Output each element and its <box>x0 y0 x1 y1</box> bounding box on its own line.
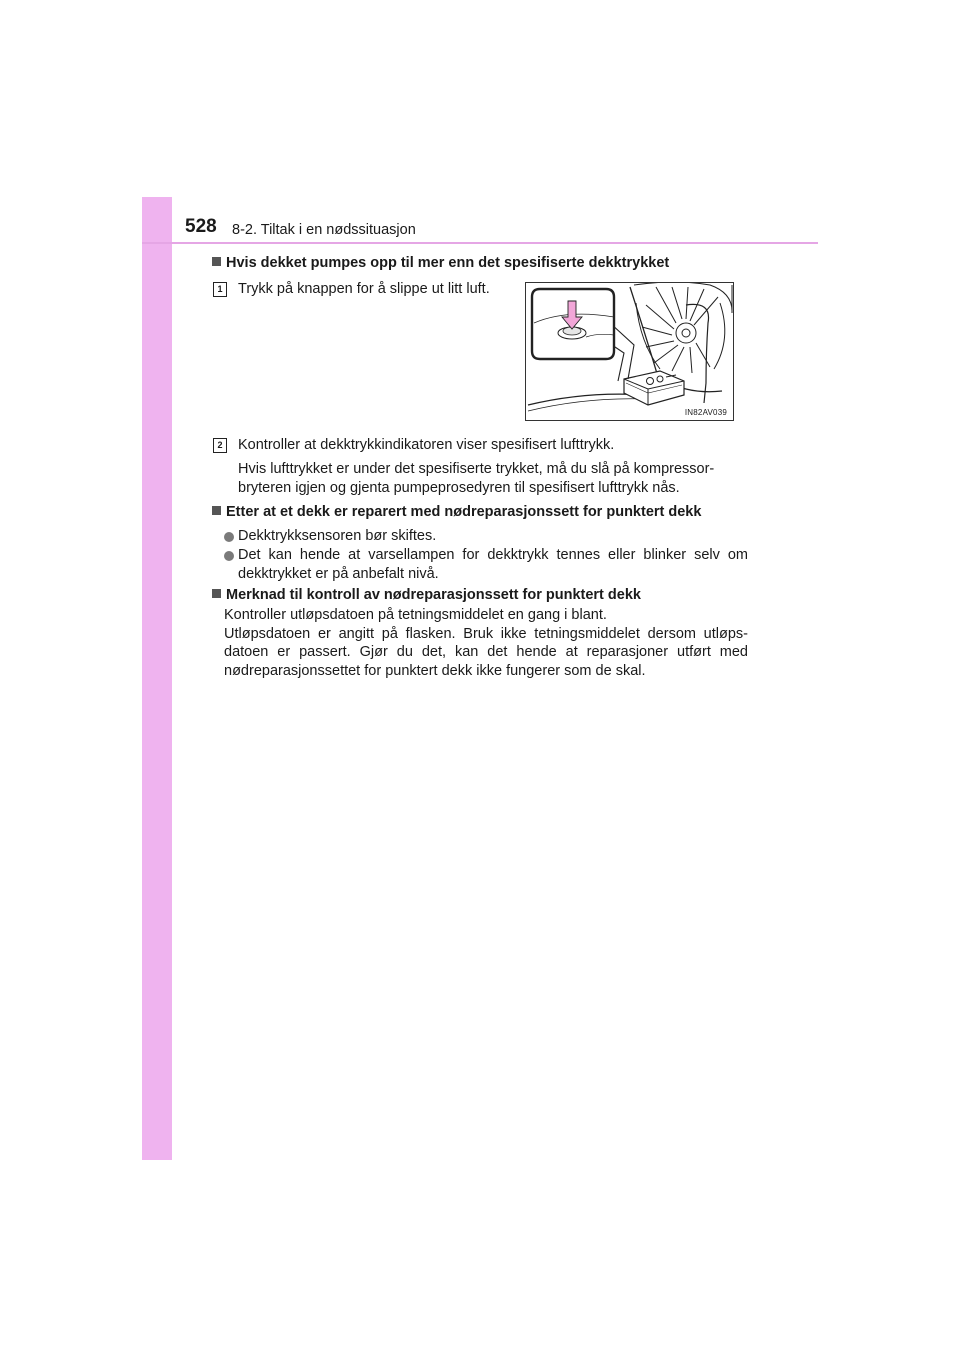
compressor-drawing <box>526 283 733 420</box>
step-2-text: Kontroller at dekktrykkindikatoren viser spesifisert lufttrykk. <box>238 437 615 453</box>
check-note-line-4: nødreparasjonssettet for punktert dekk ikke fungerer som de skal. <box>224 663 646 679</box>
header-rule <box>142 242 818 244</box>
compressor-illustration <box>525 282 734 421</box>
check-note-line-1: Kontroller utløpsdatoen på tetningsmiddelet en gang i blant. <box>224 607 607 623</box>
round-bullet-icon <box>224 532 234 542</box>
page-number: 528 <box>185 216 217 237</box>
bullet-text: Dekktrykksensoren bør skiftes. <box>238 528 437 544</box>
check-note-line-2: Utløpsdatoen er angitt på flasken. Bruk ikke tetningsmiddelet dersom utløps- <box>224 626 748 642</box>
heading-after-repair <box>212 503 701 522</box>
step-1-text: Trykk på knappen for å slippe ut litt luft. <box>238 281 490 297</box>
bullet-item-warning-lamp <box>224 546 748 584</box>
section-title: 8-2. Tiltak i en nødssituasjon <box>232 222 416 238</box>
heading-overinflation <box>212 254 669 273</box>
illustration-code: IN82AV039 <box>684 408 727 417</box>
square-bullet-icon <box>212 506 221 515</box>
side-band <box>142 197 172 1160</box>
bullet-text-line-2: dekktrykket er på anbefalt nivå. <box>238 566 439 582</box>
step-2-badge: 2 <box>213 438 227 453</box>
bullet-text-line-1: Det kan hende at varsellampen for dekktrykk tennes eller blinker selv om <box>238 547 748 563</box>
heading-text: Merknad til kontroll av nødreparasjonssett for punktert dekk <box>226 587 641 603</box>
square-bullet-icon <box>212 589 221 598</box>
step-1-badge: 1 <box>213 282 227 297</box>
step-2-note-line-2: bryteren igjen og gjenta pumpeprosedyren til spesifisert lufttrykk nås. <box>238 480 680 496</box>
square-bullet-icon <box>212 257 221 266</box>
check-note-line-3: datoen er passert. Gjør du det, kan det hende at reparasjoner utført med <box>224 644 748 660</box>
round-bullet-icon <box>224 551 234 561</box>
heading-check-note <box>212 586 641 605</box>
heading-text: Etter at et dekk er reparert med nødreparasjonssett for punktert dekk <box>226 504 702 520</box>
step-2-note-line-1: Hvis lufttrykket er under det spesifiserte trykket, må du slå på kompressor- <box>238 461 715 477</box>
heading-text: Hvis dekket pumpes opp til mer enn det spesifiserte dekktrykket <box>226 255 670 271</box>
